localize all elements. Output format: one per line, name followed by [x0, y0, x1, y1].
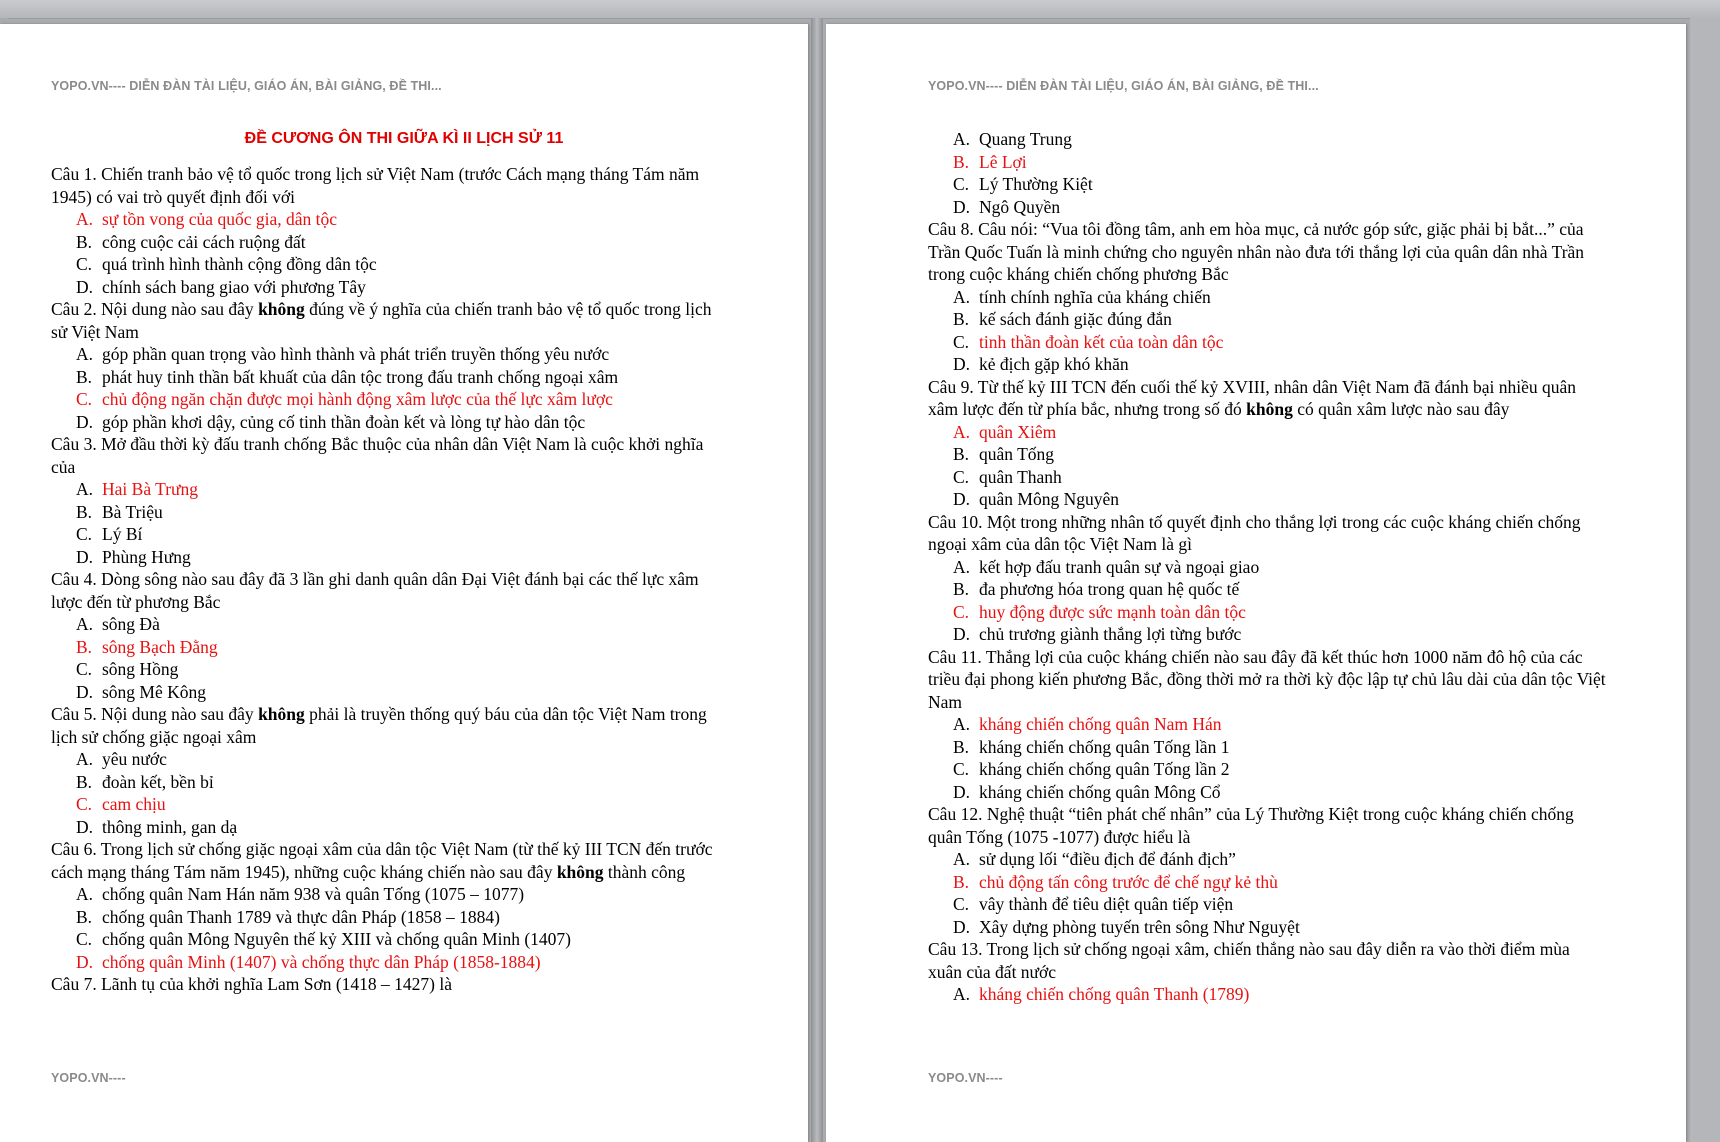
page-2-content [928, 128, 1608, 1006]
option-letter: D. [76, 816, 94, 837]
option-letter: D. [953, 781, 971, 802]
option-letter: B. [953, 151, 970, 172]
option-letter: D. [76, 411, 94, 432]
option-text: vây thành để tiêu diệt quân tiếp viện [979, 894, 1234, 914]
option-text: Lý Bí [102, 524, 143, 544]
option-text: công cuộc cải cách ruộng đất [102, 231, 306, 252]
option-text: Xây dựng phòng tuyến trên sông Như Nguyệt [979, 916, 1300, 937]
question-text: Câu 10. Một trong những nhân tố quyết định cho thắng lợi trong các cuộc kháng chiến chống ngoại xâm của dân tộc Việt Nam là gì [928, 511, 1581, 554]
answer-option [928, 173, 1608, 196]
option-text: Lý Thường Kiệt [979, 174, 1093, 194]
answer-option-correct [51, 388, 731, 411]
answer-option [51, 928, 731, 951]
option-text: sông Đà [102, 614, 160, 634]
option-text: kháng chiến chống quân Tống lần 2 [979, 759, 1230, 779]
option-text: quân Mông Nguyên [979, 489, 1119, 509]
answer-option [51, 816, 731, 839]
option-letter: B. [76, 501, 93, 522]
option-text: quá trình hình thành cộng đồng dân tộc [102, 254, 377, 274]
answer-option [51, 883, 731, 906]
option-text: góp phần quan trọng vào hình thành và phát triển truyền thống yêu nước [102, 344, 610, 364]
answer-option-correct [51, 478, 731, 501]
answer-option-correct [51, 793, 731, 816]
answer-option [928, 736, 1608, 759]
option-text: chủ động tấn công trước để chế ngự kẻ thù [979, 871, 1278, 892]
question-text: Câu 4. Dòng sông nào sau đây đã 3 lần ghi danh quân dân Đại Việt đánh bại các thế lực xâm lược đến từ phương Bắc [51, 569, 699, 612]
option-letter: D. [76, 276, 94, 297]
answer-option-correct [928, 983, 1608, 1006]
option-letter: C. [953, 466, 970, 487]
option-text: sông Mê Kông [102, 681, 207, 702]
option-letter: B. [76, 906, 93, 927]
option-letter: B. [953, 309, 970, 329]
option-letter: D. [76, 546, 94, 567]
vertical-scroll-area[interactable] [1690, 18, 1720, 1142]
answer-option [51, 276, 731, 299]
option-text: quân Xiêm [979, 421, 1057, 442]
page-divider [811, 18, 823, 1142]
answer-option-correct [51, 208, 731, 231]
answer-option [51, 501, 731, 524]
answer-option [51, 523, 731, 546]
document-page-1 [0, 24, 808, 1142]
option-letter: B. [76, 636, 93, 657]
answer-option [928, 758, 1608, 781]
answer-option [51, 231, 731, 254]
option-letter: C. [953, 601, 970, 622]
option-letter: C. [76, 389, 93, 409]
option-text: kế sách đánh giặc đúng đắn [979, 309, 1172, 329]
question-text: Câu 2. Nội dung nào sau đây không đúng về ý nghĩa của chiến tranh bảo vệ tổ quốc trong lịch sử Việt Nam [51, 299, 712, 342]
question-text: Câu 7. Lãnh tụ của khởi nghĩa Lam Sơn (1418 – 1427) là [51, 974, 453, 994]
top-ruler-bar [0, 0, 1720, 19]
option-letter: B. [953, 444, 970, 464]
answer-option [51, 658, 731, 681]
answer-option-correct [928, 331, 1608, 354]
answer-option [928, 466, 1608, 489]
option-letter: A. [76, 884, 94, 904]
question-text: Câu 13. Trong lịch sử chống ngoại xâm, chiến thắng nào sau đây diễn ra vào thời điểm mùa xuân của đất nước [928, 939, 1570, 982]
option-text: kháng chiến chống quân Nam Hán [979, 714, 1222, 734]
option-text: Lê Lợi [979, 151, 1027, 172]
option-text: thông minh, gan dạ [102, 816, 238, 837]
answer-option-correct [51, 951, 731, 974]
option-letter: C. [953, 894, 970, 914]
option-letter: A. [953, 421, 971, 442]
option-text: quân Thanh [979, 466, 1062, 487]
answer-option [928, 781, 1608, 804]
option-text: sông Bạch Đằng [102, 636, 218, 657]
option-text: chống quân Nam Hán năm 938 và quân Tống (1075 – 1077) [102, 884, 525, 904]
document-title: ĐỀ CƯƠNG ÔN THI GIỮA KÌ II LỊCH SỬ 11 [244, 130, 564, 147]
question-text: Câu 3. Mở đầu thời kỳ đấu tranh chống Bắc thuộc của nhân dân Việt Nam là cuộc khởi nghĩa của [51, 434, 704, 477]
option-text: chủ trương giành thắng lợi từng bước [979, 624, 1242, 644]
option-text: sử dụng lối “điều địch để đánh địch” [979, 849, 1236, 869]
answer-option-correct [928, 421, 1608, 444]
answer-option [51, 546, 731, 569]
answer-option [928, 556, 1608, 579]
option-letter: A. [76, 344, 94, 364]
option-text: kháng chiến chống quân Tống lần 1 [979, 736, 1230, 757]
option-text: kết hợp đấu tranh quân sự và ngoại giao [979, 556, 1260, 577]
option-letter: B. [953, 579, 970, 599]
option-text: tính chính nghĩa của kháng chiến [979, 286, 1211, 307]
answer-option [928, 286, 1608, 309]
answer-option-correct [51, 636, 731, 659]
option-letter: D. [953, 354, 971, 374]
question-text: Câu 6. Trong lịch sử chống giặc ngoại xâm của dân tộc Việt Nam (từ thế kỷ III TCN đến trước cách mạng tháng Tám năm 1945), những cuộc kháng chiến nào sau đây không thành công [51, 839, 713, 882]
answer-option [928, 308, 1608, 331]
answer-option [51, 366, 731, 389]
option-text: đa phương hóa trong quan hệ quốc tế [979, 579, 1240, 599]
option-letter: A. [76, 614, 94, 634]
option-letter: A. [953, 286, 971, 307]
option-text: góp phần khơi dậy, củng cố tinh thần đoàn kết và lòng tự hào dân tộc [102, 411, 586, 432]
page-footer: YOPO.VN---- [51, 1071, 126, 1085]
option-letter: C. [953, 174, 970, 194]
answer-option [928, 916, 1608, 939]
option-text: chống quân Mông Nguyên thế kỷ XIII và chống quân Minh (1407) [102, 929, 572, 949]
option-text: yêu nước [102, 749, 167, 769]
page-header: YOPO.VN---- DIỄN ĐÀN TÀI LIỆU, GIÁO ÁN, BÀI GIẢNG, ĐỀ THI... [51, 79, 442, 93]
document-page-2 [826, 24, 1686, 1142]
answer-option-correct [928, 601, 1608, 624]
answer-option [51, 253, 731, 276]
option-text: Phùng Hưng [102, 546, 191, 567]
option-letter: B. [76, 366, 93, 387]
option-text: chính sách bang giao với phương Tây [102, 276, 366, 297]
option-letter: C. [953, 759, 970, 779]
option-letter: A. [953, 714, 971, 734]
answer-option [928, 128, 1608, 151]
option-text: Quang Trung [979, 129, 1072, 149]
answer-option-correct [928, 871, 1608, 894]
question-text: Câu 11. Thắng lợi của cuộc kháng chiến nào sau đây đã kết thúc hơn 1000 năm đô hộ của các triều đại phong kiến phương Bắc, đồng thời mở ra thời kỳ độc lập tự chủ lâu dài của dân tộc Việt Nam [928, 646, 1606, 712]
option-letter: D. [953, 196, 971, 217]
option-text: tinh thần đoàn kết của toàn dân tộc [979, 331, 1224, 352]
answer-option [51, 613, 731, 636]
answer-option [51, 771, 731, 794]
option-text: Ngô Quyền [979, 196, 1061, 217]
option-letter: C. [76, 794, 93, 814]
option-letter: A. [953, 556, 971, 577]
question-text: Câu 1. Chiến tranh bảo vệ tổ quốc trong lịch sử Việt Nam (trước Cách mạng tháng Tám năm 1945) có vai trò quyết định đối với [51, 164, 700, 207]
answer-option-correct [928, 713, 1608, 736]
option-text: quân Tống [979, 444, 1055, 464]
option-text: kẻ địch gặp khó khăn [979, 354, 1129, 374]
option-letter: D. [76, 681, 94, 702]
page-1-content [51, 163, 731, 996]
answer-option [928, 578, 1608, 601]
option-letter: B. [953, 736, 970, 757]
option-text: kháng chiến chống quân Mông Cổ [979, 781, 1221, 802]
answer-option [51, 748, 731, 771]
option-letter: A. [76, 209, 94, 229]
option-text: chống quân Thanh 1789 và thực dân Pháp (1858 – 1884) [102, 906, 500, 927]
option-letter: C. [76, 524, 93, 544]
option-letter: D. [953, 489, 971, 509]
option-letter: B. [76, 231, 93, 252]
option-text: sông Hồng [102, 659, 179, 679]
option-text: đoàn kết, bền bỉ [102, 771, 214, 792]
option-letter: D. [953, 916, 971, 937]
question-text: Câu 9. Từ thế kỷ III TCN đến cuối thế kỷ XVIII, nhân dân Việt Nam đã đánh bại nhiều quân xâm lược đến từ phía bắc, nhưng trong số đó không có quân xâm lược nào sau đây [928, 376, 1577, 419]
answer-option [51, 681, 731, 704]
option-letter: A. [953, 129, 971, 149]
option-letter: A. [953, 849, 971, 869]
option-letter: C. [76, 254, 93, 274]
answer-option [928, 623, 1608, 646]
option-text: chủ động ngăn chặn được mọi hành động xâm lược của thế lực xâm lược [102, 389, 613, 409]
answer-option [928, 353, 1608, 376]
option-letter: D. [76, 951, 94, 972]
option-letter: A. [76, 479, 94, 499]
answer-option [928, 488, 1608, 511]
answer-option [51, 411, 731, 434]
question-text: Câu 8. Câu nói: “Vua tôi đồng tâm, anh em hòa mục, cả nước góp sức, giặc phải bị bắt...” của Trần Quốc Tuấn là minh chứng cho nguyên nhân nào đưa tới thắng lợi của quân dân nhà Trần trong cuộc kháng chiến chống phương Bắc [928, 219, 1585, 284]
answer-option-correct [928, 151, 1608, 174]
answer-option [51, 343, 731, 366]
option-text: huy động được sức mạnh toàn dân tộc [979, 601, 1246, 622]
option-text: chống quân Minh (1407) và chống thực dân Pháp (1858-1884) [102, 951, 541, 972]
option-text: kháng chiến chống quân Thanh (1789) [979, 984, 1250, 1004]
answer-option [928, 848, 1608, 871]
option-text: phát huy tinh thần bất khuất của dân tộc trong đấu tranh chống ngoại xâm [102, 366, 619, 387]
question-text: Câu 5. Nội dung nào sau đây không phải là truyền thống quý báu của dân tộc Việt Nam trong lịch sử chống giặc ngoại xâm [51, 704, 707, 747]
option-letter: A. [953, 984, 971, 1004]
answer-option [928, 196, 1608, 219]
option-letter: B. [953, 871, 970, 892]
question-text: Câu 12. Nghệ thuật “tiên phát chế nhân” của Lý Thường Kiệt trong cuộc kháng chiến chống quân Tống (1075 -1077) được hiểu là [928, 804, 1574, 847]
answer-option [928, 443, 1608, 466]
option-text: cam chịu [102, 794, 166, 814]
option-text: sự tồn vong của quốc gia, dân tộc [102, 209, 337, 229]
answer-option [928, 893, 1608, 916]
option-letter: C. [76, 659, 93, 679]
option-letter: A. [76, 749, 94, 769]
page-header: YOPO.VN---- DIỄN ĐÀN TÀI LIỆU, GIÁO ÁN, BÀI GIẢNG, ĐỀ THI... [928, 79, 1319, 93]
option-text: Hai Bà Trưng [102, 479, 199, 499]
option-letter: D. [953, 624, 971, 644]
answer-option [51, 906, 731, 929]
page-footer: YOPO.VN---- [928, 1071, 1003, 1085]
option-letter: B. [76, 771, 93, 792]
option-letter: C. [953, 331, 970, 352]
option-letter: C. [76, 929, 93, 949]
option-text: Bà Triệu [102, 501, 163, 522]
